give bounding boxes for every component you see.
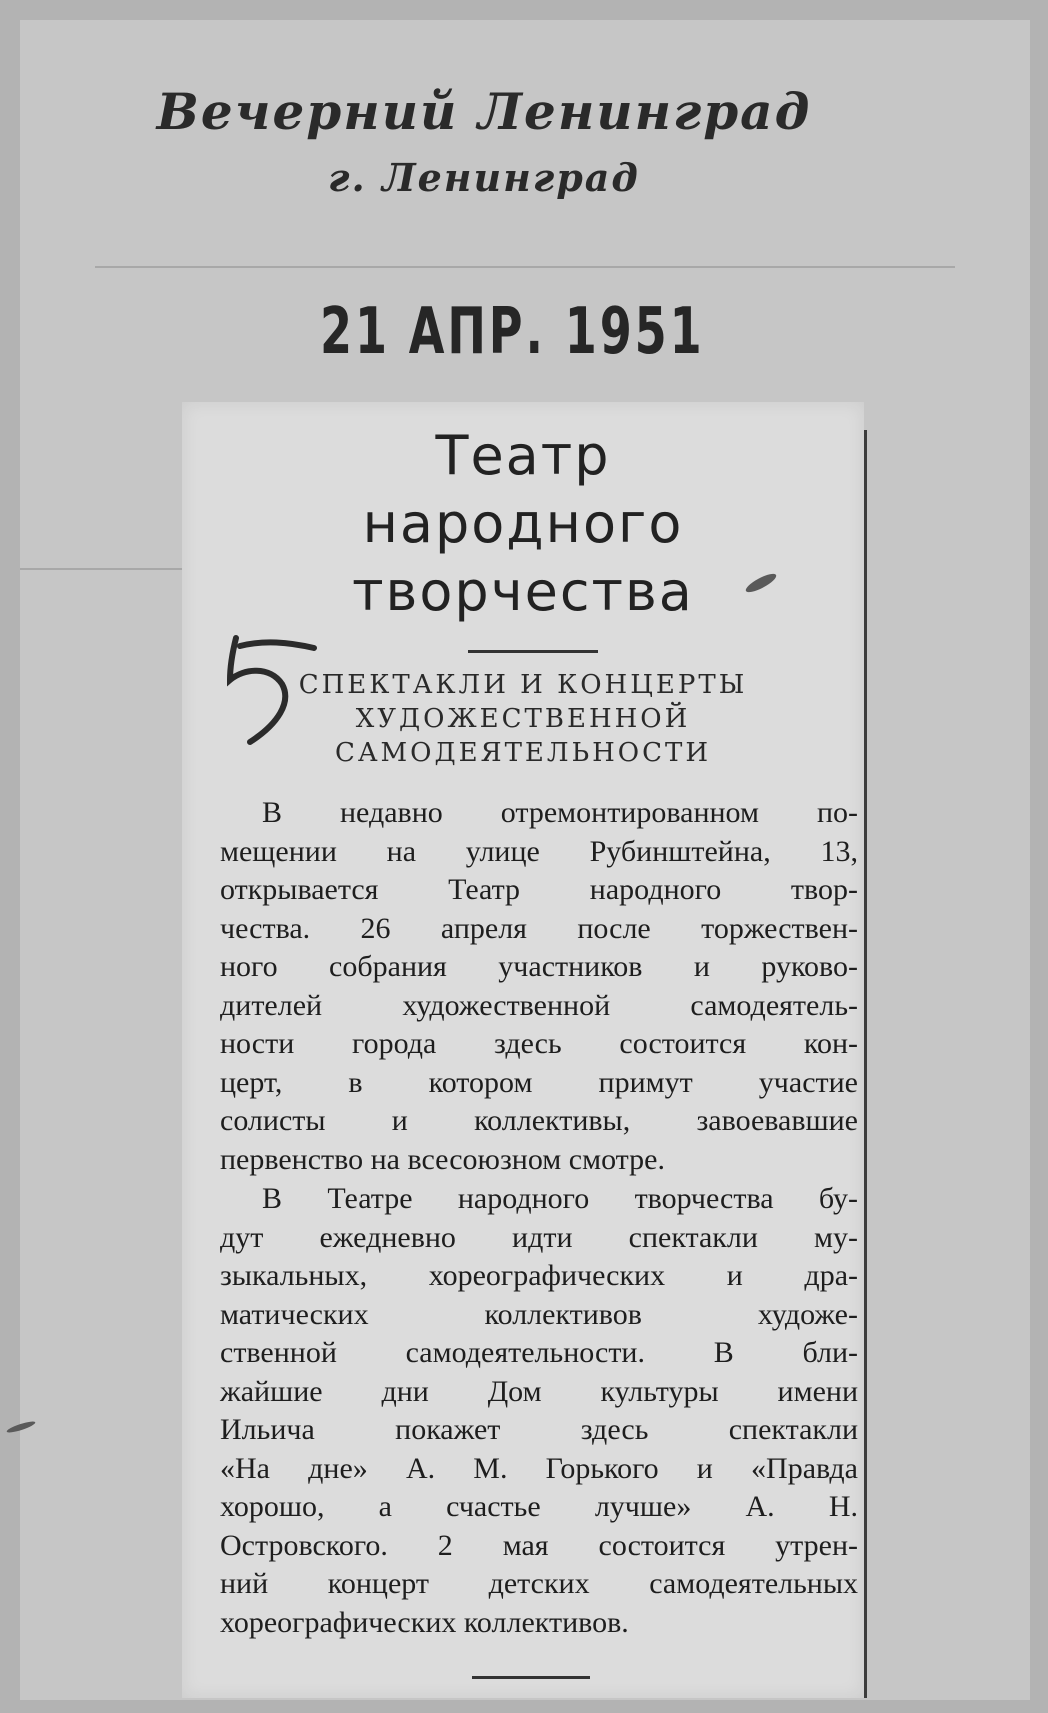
headline-line-1: Театр — [435, 424, 611, 487]
paragraph-2-line: В Театре народного творчества бу- — [262, 1182, 858, 1215]
paragraph-2-line: матических коллективов художе- — [220, 1297, 858, 1331]
paragraph-1-line: В недавно отремонтированном по- — [262, 796, 858, 829]
subheading-line-1: СПЕКТАКЛИ И КОНЦЕРТЫ — [298, 670, 748, 700]
sheet-divider-top — [95, 266, 955, 268]
paragraph-2-line: Островского. 2 мая состоится утрен- — [220, 1528, 858, 1562]
paragraph-1-line: первенство на всесоюзном смотре. — [220, 1142, 665, 1176]
paragraph-1-line: церт, в котором примут участие — [220, 1065, 858, 1099]
clipping-edge — [864, 430, 867, 1698]
handwritten-mark-5 — [218, 632, 318, 752]
newspaper-title: Вечерний Ленинград — [156, 82, 812, 141]
paragraph-2-line: дут ежедневно идти спектакли му- — [220, 1220, 858, 1254]
article-clipping — [182, 402, 864, 1698]
paragraph-2 — [220, 1180, 858, 1642]
headline-line-3: творчества — [352, 560, 694, 623]
paragraph-1-line: солисты и коллективы, завоевавшие — [220, 1104, 858, 1137]
paragraph-2-line: хореографических коллективов. — [220, 1605, 629, 1639]
article-end-rule — [472, 1676, 590, 1679]
paragraph-2-line: жайшие дни Дом культуры имени — [220, 1374, 858, 1408]
paragraph-1-line: мещении на улице Рубинштейна, 13, — [220, 834, 858, 868]
newspaper-city: г. Ленинград — [328, 155, 640, 200]
paragraph-2-line: «На дне» А. М. Горького и «Правда — [220, 1451, 858, 1485]
paragraph-1-line: открывается Театр народного твор- — [220, 873, 858, 906]
paragraph-1 — [220, 794, 858, 1179]
date-stamp: 21 АПР. 1951 — [320, 295, 705, 369]
subheading-line-2: ХУДОЖЕСТВЕННОЙ — [355, 704, 691, 734]
paragraph-1-line: дителей художественной самодеятель- — [220, 988, 858, 1022]
paragraph-2-line: зыкальных, хореографических и дра- — [220, 1259, 858, 1292]
paragraph-1-line: ного собрания участников и руково- — [220, 950, 858, 983]
sheet-divider-bottom — [20, 568, 182, 570]
paragraph-1-line: ности города здесь состоится кон- — [220, 1027, 858, 1060]
paragraph-2-line: Ильича покажет здесь спектакли — [220, 1413, 858, 1446]
paragraph-1-line: чества. 26 апреля после торжествен- — [220, 911, 858, 945]
headline-rule — [468, 650, 598, 653]
paragraph-2-line: ний концерт детских самодеятельных — [220, 1567, 858, 1600]
paragraph-2-line: хорошо, а счастье лучше» А. Н. — [220, 1490, 858, 1523]
paragraph-2-line: ственной самодеятельности. В бли- — [220, 1336, 858, 1369]
headline-line-2: народного — [362, 492, 684, 555]
subheading-line-3: САМОДЕЯТЕЛЬНОСТИ — [334, 738, 712, 768]
